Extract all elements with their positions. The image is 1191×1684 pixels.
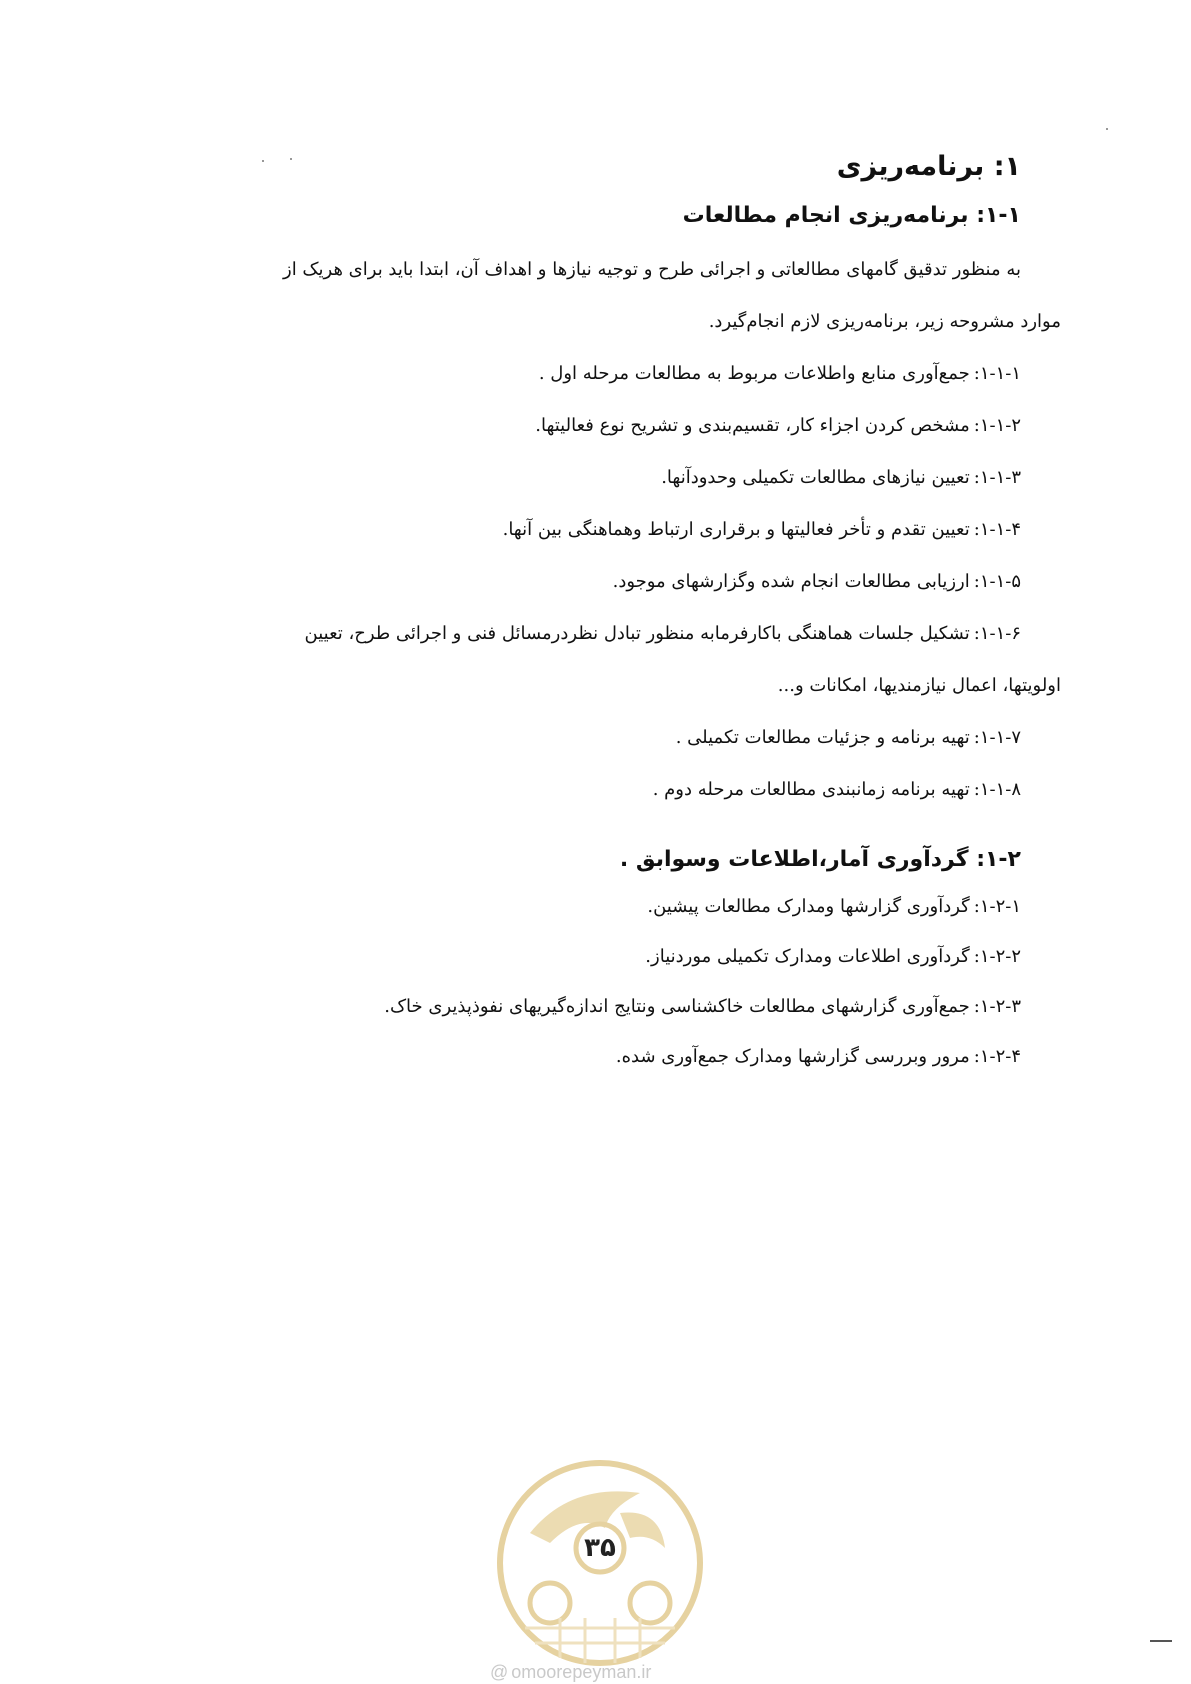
item-number: ۱-۲-۱: (973, 896, 1021, 917)
watermark-logo (490, 1453, 710, 1673)
at-icon: @ (490, 1662, 509, 1682)
intro-line-2: موارد مشروحه زیر، برنامه‌ریزی لازم انجام‌گیرد. (708, 311, 1061, 332)
item-number: ۱-۱-۳: (973, 467, 1021, 488)
item-text: ارزیابی مطالعات انجام شده وگزارشهای موجود. (612, 571, 970, 592)
list-item (121, 348, 1021, 400)
page-number: ۳۵ (584, 1533, 616, 1563)
list-item (121, 608, 1061, 712)
intro-line-1: به منظور تدقیق گامهای مطالعاتی و اجرائی طرح و توجیه نیازها و اهداف آن، ابتدا باید برای هریک از (283, 259, 1021, 280)
intro-paragraph (121, 244, 1061, 348)
item-number: ۱-۱-۷: (973, 727, 1021, 748)
section-1-2-title: ۱-۲: گردآوری آمار،اطلاعات وسوابق . (619, 847, 1021, 872)
item-text: تشکیل جلسات هماهنگی باکارفرمابه منظور تبادل نظردرمسائل فنی و اجرائی طرح، تعیین (304, 623, 970, 644)
section-1-2 (121, 844, 1021, 1082)
item-text: مشخص کردن اجزاء کار، تقسیم‌بندی و تشریح نوع فعالیتها. (535, 415, 970, 436)
item-text: تعیین نیازهای مطالعات تکمیلی وحدودآنها. (661, 467, 970, 488)
list-item (121, 764, 1021, 816)
item-number: ۱-۱-۶: (973, 623, 1021, 644)
item-number: ۱-۱-۸: (973, 779, 1021, 800)
list-item (121, 556, 1021, 608)
item-number: ۱-۱-۴: (973, 519, 1021, 540)
list-item (121, 932, 1021, 982)
item-text: گردآوری گزارشها ومدارک مطالعات پیشین. (647, 896, 970, 917)
document-body (121, 148, 1061, 1082)
list-item (121, 452, 1021, 504)
item-text: تهیه برنامه و جزئیات مطالعات تکمیلی . (675, 727, 970, 748)
item-number: ۱-۲-۳: (973, 996, 1021, 1017)
item-text: گردآوری اطلاعات ومدارک تکمیلی موردنیاز. (645, 946, 970, 967)
item-number: ۱-۱-۱: (973, 363, 1021, 384)
item-text: جمع‌آوری منابع واطلاعات مربوط به مطالعات مرحله اول . (538, 363, 970, 384)
watermark-url-text: omoorepeyman.ir (511, 1662, 652, 1682)
item-text: مرور وبررسی گزارشها ومدارک جمع‌آوری شده. (615, 1046, 970, 1067)
section-1-1-title: ۱-۱: برنامه‌ریزی انجام مطالعات (682, 203, 1021, 228)
list-item (121, 882, 1021, 932)
scan-speck (1106, 128, 1108, 130)
item-number: ۱-۲-۴: (973, 1046, 1021, 1067)
section-1-1-items (121, 348, 1061, 816)
corner-mark (1150, 1640, 1172, 1642)
item-continuation: اولویتها، اعمال نیازمندیها، امکانات و... (777, 675, 1061, 696)
list-item (121, 712, 1021, 764)
item-text: جمع‌آوری گزارشهای مطالعات خاکشناسی ونتایج اندازه‌گیریهای نفوذپذیری خاک. (384, 996, 970, 1017)
item-number: ۱-۱-۵: (973, 571, 1021, 592)
item-text: تعیین تقدم و تأخر فعالیتها و برقراری ارتباط وهماهنگی بین آنها. (502, 519, 970, 540)
item-number: ۱-۱-۲: (973, 415, 1021, 436)
watermark-url (490, 1662, 651, 1683)
list-item (121, 504, 1021, 556)
list-item (121, 400, 1021, 452)
item-number: ۱-۲-۲: (973, 946, 1021, 967)
list-item (121, 1032, 1021, 1082)
main-heading: ۱: برنامه‌ریزی (836, 151, 1021, 182)
list-item (121, 982, 1021, 1032)
item-text: تهیه برنامه زمانبندی مطالعات مرحله دوم . (652, 779, 970, 800)
